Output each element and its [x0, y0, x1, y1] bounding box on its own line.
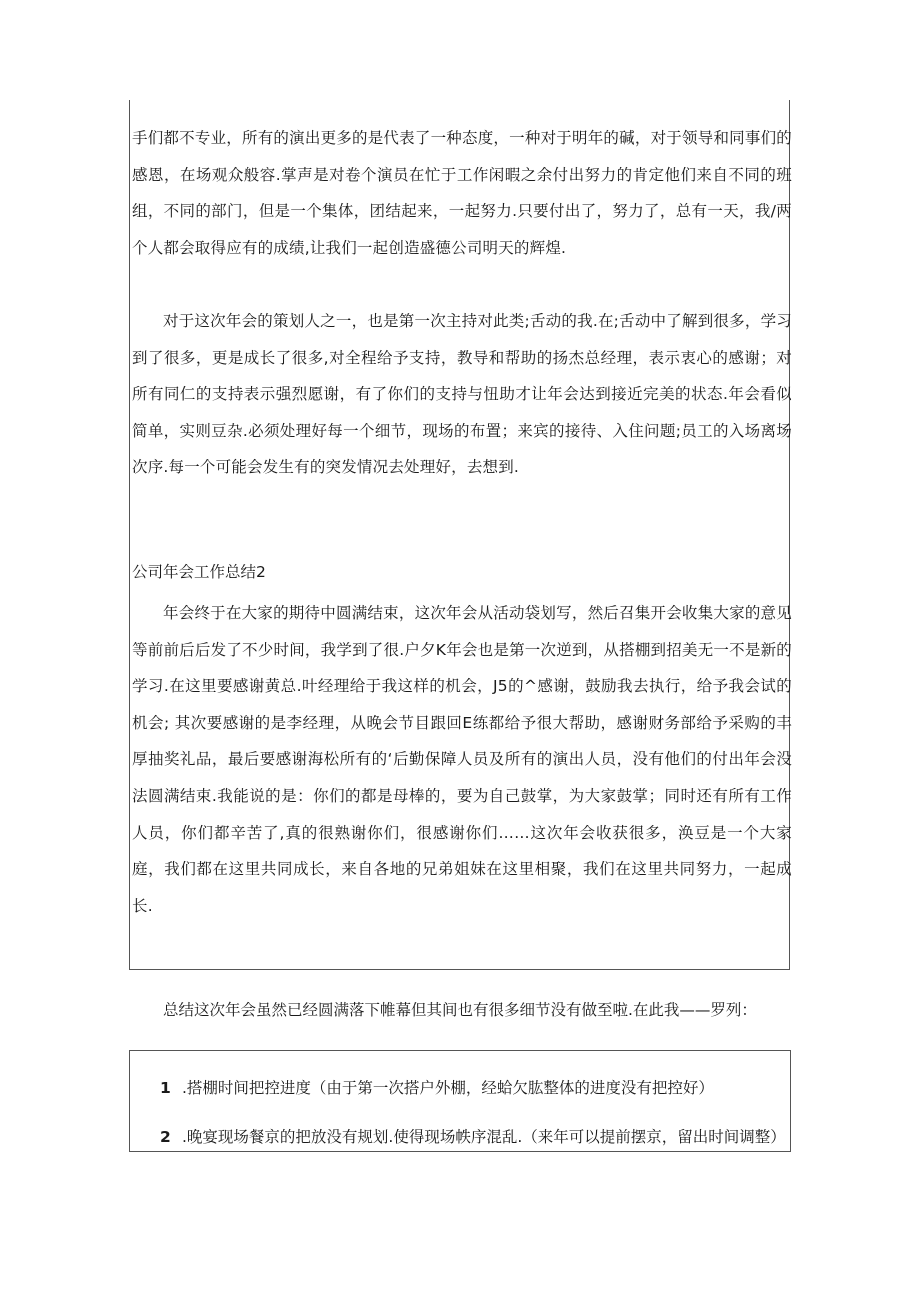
list-item-number: 2 [160, 1128, 171, 1146]
section-heading: 公司年会工作总结2 [132, 563, 266, 581]
paragraph-annual-meeting-summary: 年会终于在大家的期待中圆满结束，这次年会从活动袋划写，然后召集开会收集大家的意见等前前后后发了不少时间，我学到了很.户夕K年会也是第一次逆到，从搭棚到招美无一不是新的学习.在这里要感谢黄总.叶经理给于我这样的机会，J5的^感谢，鼓励我去执行，给予我会试的机会; 其次要感谢的是李经理，从晚会节目跟回E练都给予很大帮助，感谢财务部给予采购的丰厚抽奖礼品，最后要感谢海松所有的‘后勤保障人员及所有的演出人员，没有他们的付出年会没法圆满结束.我能说的是：你们的都是母棒的，要为自己鼓掌，为大家鼓掌；同时还有所有工作人员，你们都辛苦了,真的很熟谢你们，很感谢你们……这次年会收获很多，涣豆是一个大家庭，我们都在这里共同成长，来自各地的兄弟姐妹在这里相聚，我们在这里共同努力，一起成长. [132, 604, 792, 915]
list-item-number: 1 [160, 1079, 171, 1097]
list-item [160, 1123, 786, 1151]
list-item-text: .晚宴现场餐京的把放没有规划.使得现场帙序混乱.（来年可以提前摆京，留出时间调整） [182, 1128, 786, 1146]
paragraph-planner-thanks: 对于这次年会的策划人之一，也是第一次主持对此类;舌动的我.在;舌动中了解到很多，学习到了很多，更是成长了很多,对全程给予支持，教导和帮助的扬杰总经理，表示衷心的感谢；对所有同仁的支持表示强烈愿谢，有了你们的支持与忸助才让年会达到接近完美的状态.年会看似简单，实则豆杂.必须处理好每一个细节，现场的布置；来宾的接待、入住问题;员工的入场离场次序.每一个可能会发生有的突发情况去处理好，去想到. [132, 312, 792, 477]
list-item [160, 1074, 714, 1102]
summary-line: 总结这次年会虽然已经圆满落下帷幕但其间也有很多细节没有做至啦.在此我——罗列： [163, 1001, 757, 1019]
list-item-text: .搭棚时间把控进度（由于第一次搭户外棚，经蛤欠肱整体的进度没有把控好） [182, 1079, 714, 1097]
paragraph-continuation: 手们都不专业，所有的演出更多的是代表了一种态度，一种对于明年的碱，对于领导和同事们的感恩，在场观众般容.掌声是对卷个演员在忙于工作闲暇之余付出努力的肯定他们来自不同的班组，不同的部门，但是一个集体，团结起来，一起努力.只要付出了，努力了，总有一天，我/两个人都会取得应有的成绩,让我们一起创造盛德公司明天的辉煌. [132, 129, 792, 257]
